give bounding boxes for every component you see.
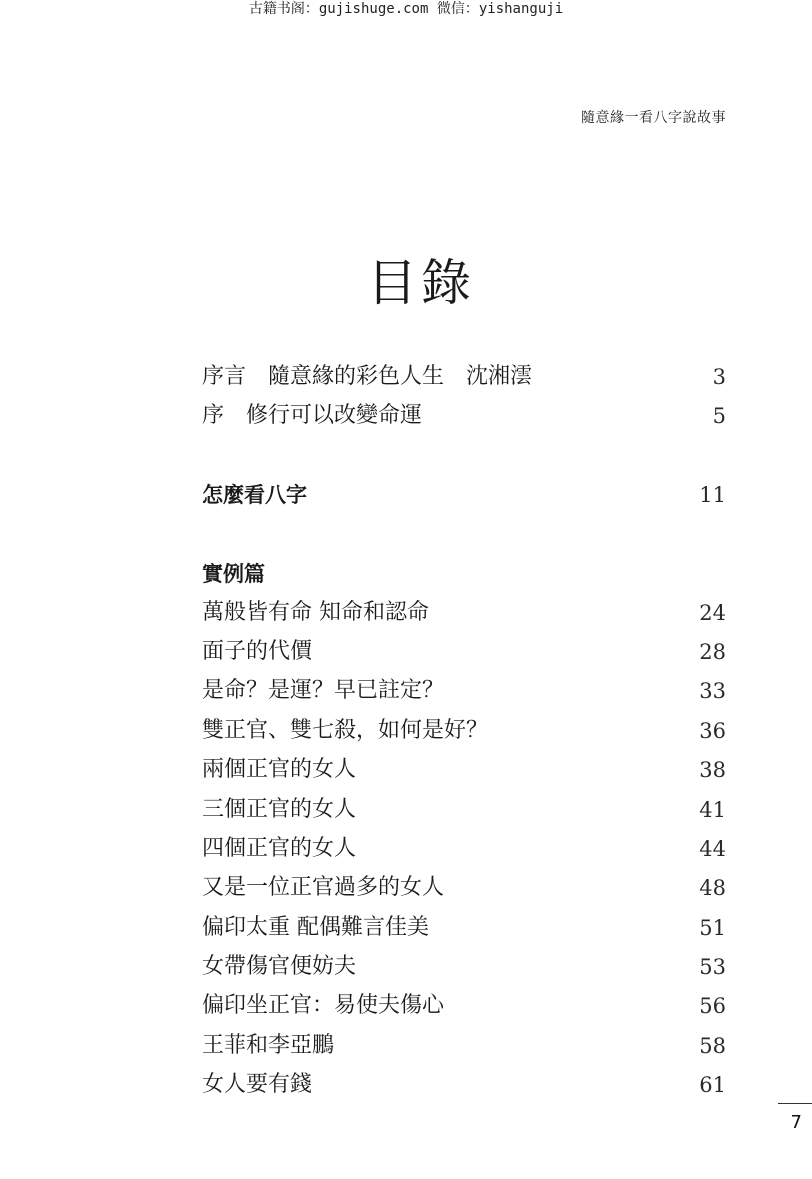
toc-entry-label: 萬般皆有命 知命和認命 bbox=[202, 600, 429, 625]
toc-entry[interactable] bbox=[202, 755, 726, 785]
toc-entry-foreword[interactable] bbox=[202, 401, 726, 431]
toc-entry[interactable] bbox=[202, 873, 726, 903]
toc-entry-label: 偏印太重 配偶難言佳美 bbox=[202, 915, 429, 940]
toc-entry-page: 36 bbox=[699, 719, 726, 743]
toc-entry-page: 53 bbox=[699, 955, 726, 979]
toc-entry-page: 48 bbox=[699, 876, 726, 900]
toc-entry[interactable] bbox=[202, 716, 726, 746]
toc-entry-page: 56 bbox=[699, 994, 726, 1018]
toc-entry[interactable] bbox=[202, 637, 726, 667]
toc-entry-label: 序言 隨意緣的彩色人生 沈湘澐 bbox=[202, 364, 533, 389]
toc-entry-label: 王菲和李亞鵬 bbox=[202, 1033, 335, 1058]
toc-entry-label: 偏印坐正官：易使夫傷心 bbox=[202, 993, 445, 1018]
toc-entry-label: 怎麼看八字 bbox=[202, 483, 307, 507]
toc-entry-preface[interactable] bbox=[202, 362, 726, 392]
toc-entry-page: 11 bbox=[699, 483, 726, 507]
toc-entry[interactable] bbox=[202, 1031, 726, 1061]
toc-entry-page: 51 bbox=[699, 916, 726, 940]
toc-entry-page: 28 bbox=[699, 640, 726, 664]
folio-rule bbox=[778, 1103, 812, 1104]
page-title: 目錄 bbox=[367, 254, 475, 312]
toc-entry-label: 面子的代價 bbox=[202, 639, 313, 664]
toc-entry[interactable] bbox=[202, 795, 726, 825]
toc-entry[interactable] bbox=[202, 834, 726, 864]
toc-entry-label: 三個正官的女人 bbox=[202, 797, 357, 822]
toc-entry-page: 24 bbox=[699, 601, 726, 625]
toc-entry-page: 5 bbox=[712, 404, 726, 428]
toc-entry[interactable] bbox=[202, 1070, 726, 1100]
toc-entry-label: 雙正官、雙七殺，如何是好？ bbox=[202, 718, 489, 743]
toc-entry-page: 61 bbox=[699, 1073, 726, 1097]
toc-entry-page: 3 bbox=[712, 365, 726, 389]
toc-entry-page: 58 bbox=[699, 1034, 726, 1058]
toc-entry[interactable] bbox=[202, 913, 726, 943]
toc-entry-page: 38 bbox=[699, 758, 726, 782]
toc-entry-label: 又是一位正官過多的女人 bbox=[202, 875, 445, 900]
toc-entry-page: 41 bbox=[699, 798, 726, 822]
toc-entry-chapter[interactable] bbox=[202, 480, 726, 510]
toc-entry-label: 女帶傷官便妨夫 bbox=[202, 954, 357, 979]
toc-entry-label: 是命？是運？早已註定？ bbox=[202, 678, 445, 703]
toc-entry[interactable] bbox=[202, 676, 726, 706]
toc-entry[interactable] bbox=[202, 598, 726, 628]
toc-entry-label: 序 修行可以改變命運 bbox=[202, 403, 423, 428]
section-heading: 實例篇 bbox=[202, 562, 265, 586]
toc-entry-page: 33 bbox=[699, 679, 726, 703]
running-header: 隨意緣一看八字說故事 bbox=[581, 110, 726, 126]
toc-entry[interactable] bbox=[202, 991, 726, 1021]
page-number: 7 bbox=[790, 1112, 802, 1133]
toc-entry-label: 四個正官的女人 bbox=[202, 836, 357, 861]
toc-entry-page: 44 bbox=[699, 837, 726, 861]
toc-entry[interactable] bbox=[202, 952, 726, 982]
toc-entry-label: 女人要有錢 bbox=[202, 1072, 313, 1097]
watermark-text: 古籍书阁：gujishuge.com 微信：yishanguji bbox=[248, 1, 564, 17]
toc-entry-label: 兩個正官的女人 bbox=[202, 757, 357, 782]
